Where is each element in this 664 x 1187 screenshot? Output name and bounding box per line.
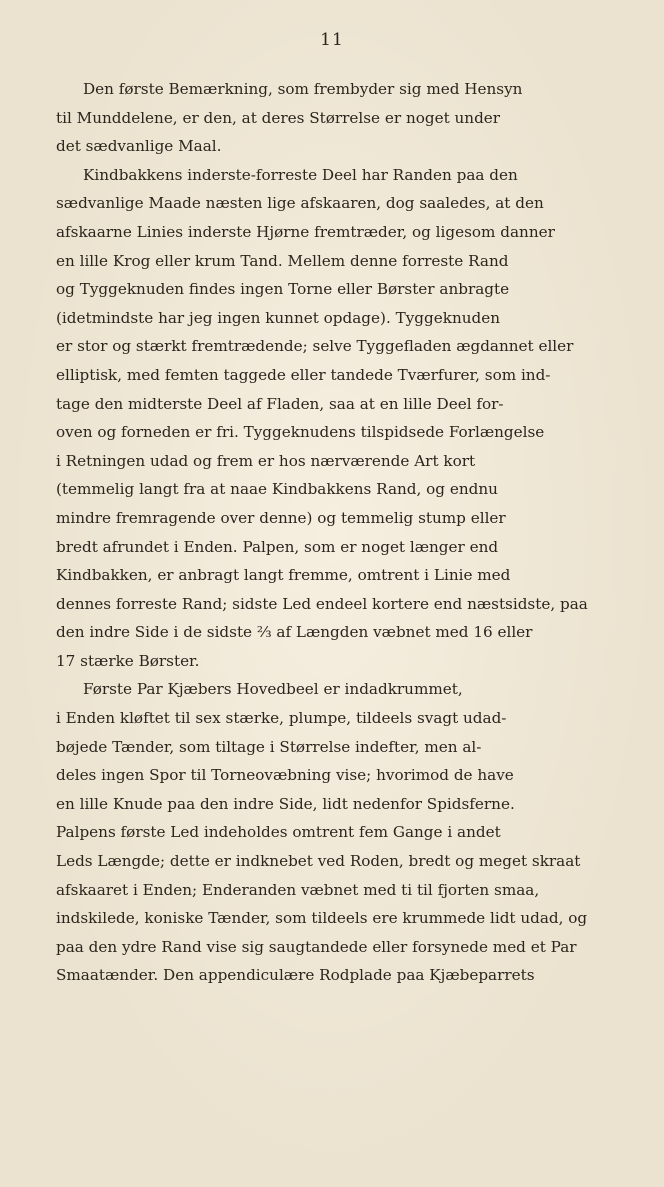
text-line: Smaatænder. Den appendiculære Rodplade paa Kjæbeparrets [56, 966, 535, 985]
text-line: Leds Længde; dette er indknebet ved Roden, bredt og meget skraat [56, 852, 581, 871]
text-line: i Retningen udad og frem er hos nærværende Art kort [56, 451, 476, 470]
body-text [56, 75, 646, 990]
text-line: en lille Knude paa den indre Side, lidt nedenfor Spidsferne. [56, 794, 515, 813]
text-line: bredt afrundet i Enden. Palpen, som er noget længer end [56, 537, 499, 556]
text-line: deles ingen Spor til Torneovæbning vise; hvorimod de have [56, 766, 514, 785]
paragraph [56, 75, 646, 161]
text-line: (idetmindste har jeg ingen kunnet opdage). Tyggeknuden [56, 308, 500, 327]
text-line: afskaaret i Enden; Enderanden væbnet med ti til fjorten smaa, [56, 880, 540, 899]
text-line: Første Par Kjæbers Hovedbeel er indadkrummet, [83, 680, 463, 699]
text-line: indskilede, koniske Tænder, som tildeels ere krummede lidt udad, og [56, 909, 588, 928]
text-line: tage den midterste Deel af Fladen, saa at en lille Deel for- [56, 394, 504, 413]
text-line: elliptisk, med femten taggede eller tandede Tværfurer, som ind- [56, 365, 551, 384]
paragraph [56, 161, 646, 676]
text-line: i Enden kløftet til sex stærke, plumpe, tildeels svagt udad- [56, 709, 507, 728]
text-line: Kindbakkens inderste-forreste Deel har Randen paa den [83, 165, 518, 184]
text-line: det sædvanlige Maal. [56, 137, 222, 156]
text-line: (temmelig langt fra at naae Kindbakkens Rand, og endnu [56, 480, 498, 499]
text-line: Den første Bemærkning, som frembyder sig med Hensyn [83, 80, 523, 98]
page-number: 11 [320, 30, 344, 50]
text-line: mindre fremragende over denne) og temmelig stump eller [56, 508, 506, 527]
text-line: oven og forneden er fri. Tyggeknudens tilspidsede Forlængelse [56, 423, 545, 442]
text-line: bøjede Tænder, som tiltage i Størrelse indefter, men al- [56, 737, 482, 756]
text-line: dennes forreste Rand; sidste Led endeel kortere end næstsidste, paa [56, 594, 588, 613]
text-line: sædvanlige Maade næsten lige afskaaren, dog saaledes, at den [56, 194, 544, 213]
text-line: og Tyggeknuden findes ingen Torne eller Børster anbragte [56, 280, 510, 299]
text-line: en lille Krog eller krum Tand. Mellem denne forreste Rand [56, 251, 509, 270]
paragraph [56, 675, 646, 990]
text-line: 17 stærke Børster. [56, 651, 200, 670]
text-line: Palpens første Led indeholdes omtrent fem Gange i andet [56, 823, 501, 842]
text-line: afskaarne Linies inderste Hjørne fremtræder, og ligesom danner [56, 222, 555, 241]
text-line: paa den ydre Rand vise sig saugtandede eller forsynede med et Par [56, 937, 577, 956]
text-line: Kindbakken, er anbragt langt fremme, omtrent i Linie med [56, 566, 511, 585]
text-line: er stor og stærkt fremtrædende; selve Tyggefladen ægdannet eller [56, 337, 574, 356]
text-line: den indre Side i de sidste ⅔ af Længden væbnet med 16 eller [56, 623, 533, 642]
text-line: til Munddelene, er den, at deres Størrelse er noget under [56, 108, 501, 127]
